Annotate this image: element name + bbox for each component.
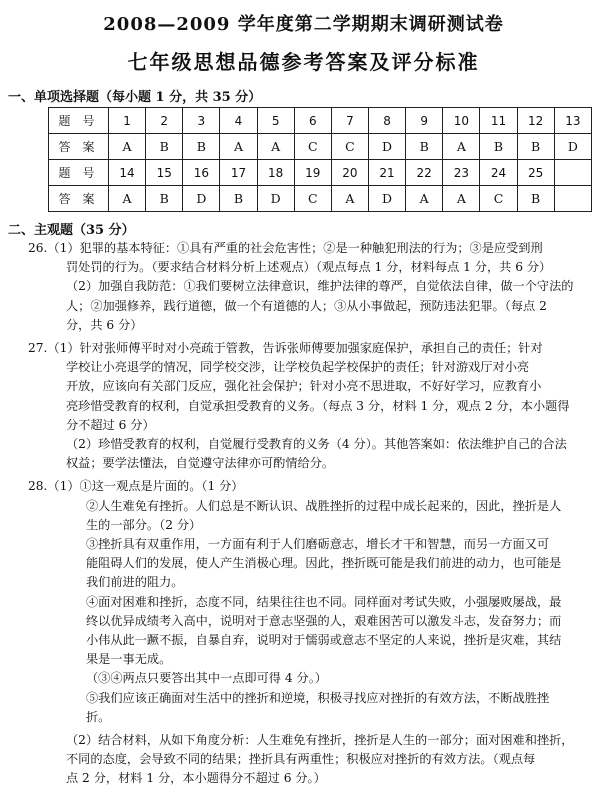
answer-line: 折。: [86, 709, 111, 724]
question-number-cell: 3: [183, 108, 220, 134]
question-number-cell: 2: [146, 108, 183, 134]
answer-line: 开放，应该向有关部门反应，强化社会保护；针对小亮不思进取，不好好学习，应教育小: [66, 379, 542, 394]
answer-cell: C: [294, 186, 331, 212]
question-number-cell: [554, 160, 591, 186]
answer-cell: A: [443, 186, 480, 212]
answer-line: 小伟从此一蹶不振，自暴自弃，说明对于懦弱或意志不坚定的人来说，挫折是灾难，其结: [86, 633, 562, 648]
question-number-cell: 6: [294, 108, 331, 134]
question-number-cell: 18: [257, 160, 294, 186]
answer-cell: A: [331, 186, 368, 212]
section2-heading: 二、主观题（35 分）: [8, 223, 135, 238]
table-row-numbers-2: [49, 160, 592, 186]
answer-line: 学校让小亮退学的情况，同学校交涉，让学校负起学校保护的责任；针对游戏厅对小亮: [66, 360, 530, 375]
question-number-cell: 23: [443, 160, 480, 186]
answer-cell: B: [517, 134, 554, 160]
row-label-number: 题号: [49, 108, 109, 134]
question-number-cell: 8: [368, 108, 405, 134]
answer-line: （2）结合材料，从如下角度分析：人生难免有挫折，挫折是人生的一部分；面对困难和挫折，: [66, 733, 574, 748]
answer-key-title: 七年级思想品德参考答案及评分标准: [127, 50, 480, 74]
question-number-cell: 17: [220, 160, 257, 186]
answer-cell: C: [294, 134, 331, 160]
answer-cell: D: [368, 134, 405, 160]
answer-line: （2）珍惜受教育的权利，自觉履行受教育的义务（4 分）。其他答案如：依法维护自己的合法: [66, 437, 567, 452]
question-number-cell: 4: [220, 108, 257, 134]
answer-cell: D: [183, 186, 220, 212]
question-number-cell: 5: [257, 108, 294, 134]
answer-line: 亮珍惜受教育的权利，自觉承担受教育的义务。（每点 3 分，材料 1 分，观点 2 分，本小题得: [66, 398, 570, 413]
answer-cell: C: [480, 186, 517, 212]
answer-cell: B: [480, 134, 517, 160]
answer-cell: D: [257, 186, 294, 212]
answer-line: 人；②加强修养，践行道德，做一个有道德的人；③从小事做起，预防违法犯罪。（每点 2: [66, 298, 547, 313]
answer-line: 点 2 分，材料 1 分，本小题得分不超过 6 分。）: [66, 771, 326, 786]
table-row-answers-2: [49, 186, 592, 212]
question-number-cell: 12: [517, 108, 554, 134]
answer-cell: A: [406, 186, 443, 212]
answer-line: 权益；要学法懂法，自觉遵守法律亦可酌情给分。: [66, 456, 335, 471]
answer-line: 我们前进的阻力。: [86, 575, 184, 590]
answer-cell: B: [146, 186, 183, 212]
question-number-cell: 7: [331, 108, 368, 134]
answer-line: ⑤我们应该正确面对生活中的挫折和逆境，积极寻找应对挫折的有效方法，不断战胜挫: [86, 690, 550, 705]
question-number-cell: 16: [183, 160, 220, 186]
answer-line: 能阻碍人们的发展，使人产生消极心理。因此，挫折既可能是我们前进的动力，也可能是: [86, 556, 562, 571]
question-number-cell: 21: [368, 160, 405, 186]
question-number-cell: 9: [406, 108, 443, 134]
question-number-cell: 10: [443, 108, 480, 134]
answer-line: 分不超过 6 分）: [66, 417, 155, 432]
answer-line: 终以优异成绩考入高中，说明对于意志坚强的人，艰难困苦可以激发斗志，发奋努力；而: [86, 613, 562, 628]
answer-line: ②人生难免有挫折。人们总是不断认识、战胜挫折的过程中成长起来的，因此，挫折是人: [86, 498, 562, 513]
question-number-cell: 25: [517, 160, 554, 186]
row-label-number: 题号: [49, 160, 109, 186]
answer-line: 罚处罚的行为。（要求结合材料分析上述观点）（观点每点 1 分，材料每点 1 分，共 6 分）: [66, 260, 552, 275]
row-label-answer: 答案: [49, 186, 109, 212]
row-label-answer: 答案: [49, 134, 109, 160]
question-number-cell: 14: [109, 160, 146, 186]
subjective-answers: [8, 239, 600, 789]
question-number-cell: 19: [294, 160, 331, 186]
answer-cell: B: [406, 134, 443, 160]
answer-line: （③④两点只要答出其中一点即可得 4 分。）: [86, 671, 327, 686]
answer-line: 果是一事无成。: [86, 652, 172, 667]
answer-line: （2）加强自我防范：①我们要树立法律意识，维护法律的尊严，自觉依法自律，做一个守法的: [66, 279, 574, 294]
question-number-cell: 20: [331, 160, 368, 186]
answer-cell: A: [257, 134, 294, 160]
table-row-answers-1: [49, 134, 592, 160]
section1-heading: 一、单项选择题（每小题 1 分，共 35 分）: [8, 90, 262, 105]
answer-table: [48, 107, 592, 212]
question-number-cell: 15: [146, 160, 183, 186]
question-number-cell: 22: [406, 160, 443, 186]
answer-cell: A: [220, 134, 257, 160]
answer-cell: [554, 186, 591, 212]
answer-line: 28.（1）①这一观点是片面的。（1 分）: [28, 479, 244, 494]
answer-cell: C: [331, 134, 368, 160]
answer-cell: B: [517, 186, 554, 212]
answer-line: 26.（1）犯罪的基本特征：①具有严重的社会危害性；②是一种触犯刑法的行为；③是应受到刑: [28, 241, 543, 255]
answer-cell: B: [183, 134, 220, 160]
answer-line: 生的一部分。（2 分）: [86, 517, 202, 532]
answer-line: 不同的态度，会导致不同的结果；挫折具有两重性；积极应对挫折的有效方法。（观点每: [66, 752, 536, 767]
table-row-numbers-1: [49, 108, 592, 134]
answer-cell: A: [443, 134, 480, 160]
answer-line: ③挫折具有双重作用，一方面有利于人们磨砺意志，增长才干和智慧，而另一方面又可: [86, 537, 550, 552]
answer-line: 分，共 6 分）: [66, 317, 143, 332]
answer-cell: D: [368, 186, 405, 212]
answer-cell: B: [220, 186, 257, 212]
question-number-cell: 24: [480, 160, 517, 186]
question-number-cell: 13: [554, 108, 591, 134]
answer-cell: A: [109, 186, 146, 212]
question-number-cell: 1: [109, 108, 146, 134]
answer-cell: D: [554, 134, 591, 160]
answer-line: ④面对困难和挫折，态度不同，结果往往也不同。同样面对考试失败，小强屡败屡战，最: [86, 594, 562, 609]
exam-title: 2008—2009 学年度第二学期期末调研测试卷: [103, 14, 504, 35]
answer-line: 27.（1）针对张师傅平时对小亮疏于管教，告诉张师傅要加强家庭保护，承担自己的责任；针对: [28, 341, 543, 356]
question-number-cell: 11: [480, 108, 517, 134]
answer-cell: B: [146, 134, 183, 160]
answer-cell: A: [109, 134, 146, 160]
